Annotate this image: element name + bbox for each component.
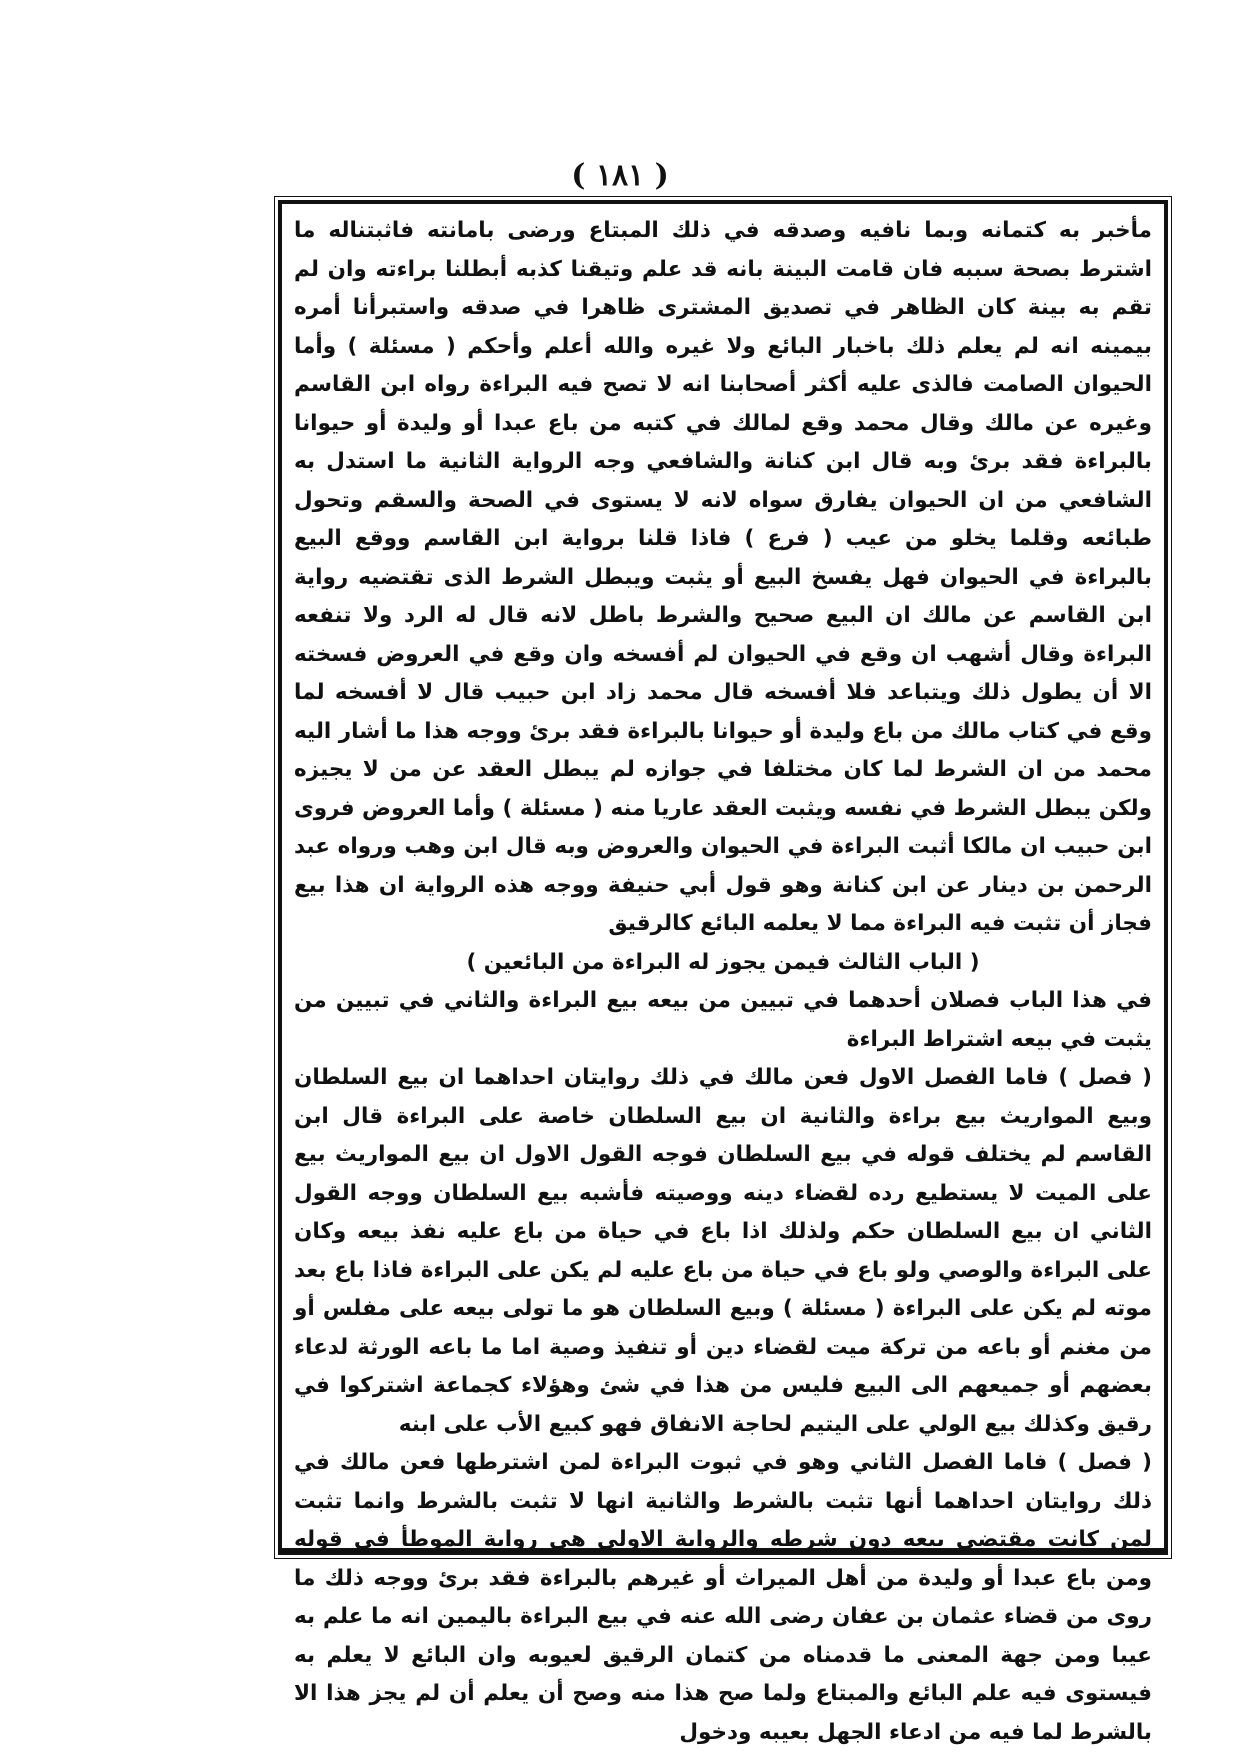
- text-frame: [278, 200, 1168, 1745]
- paragraph-4: ( فصل ) فاما الفصل الثاني وهو في ثبوت البراءة لمن اشترطها فعن مالك في ذلك روايتان احداهما أنها تثبت بالشرط والثانية انها لا تثبت بالشرط وانما تثبت لمن كانت مقتضى بيعه دون شرطه والرواية الاولى هي رواية الموطأ في قوله ومن باع عبدا أو وليدة من أهل الميراث أو غيرهم بالبراءة فقد برئ ووجه ذلك ما روى من قضاء عثمان بن عفان رضى الله عنه في بيع البراءة باليمين انه ما علم به عيبا ومن جهة المعنى ما قدمناه من كتمان الرقيق لعيوبه وان البائع لا يعلم به فيستوى فيه علم البائع والمبتاع ولما صح هذا منه وصح أن يعلم أن لم يجز هذا الا بالشرط لما فيه من ادعاء الجهل بعيبه ودخول: [294, 1450, 1152, 1745]
- page-number: ( ١٨١ ): [571, 158, 669, 193]
- paragraph-3: ( فصل ) فاما الفصل الاول فعن مالك في ذلك روايتان احداهما ان بيع السلطان وبيع المواريث بيع براءة والثانية ان بيع السلطان خاصة على البراءة قال ابن القاسم لم يختلف قوله في بيع السلطان فوجه القول الاول ان بيع المواريث بيع على الميت لا يستطيع رده لقضاء دينه ووصيته فأشبه بيع السلطان ووجه القول الثاني ان بيع السلطان حكم ولذلك اذا باع في حياة من باع عليه نفذ بيعه وكان على البراءة والوصي ولو باع في حياة من باع عليه لم يكن على البراءة فاذا باع بعد موته لم يكن على البراءة ( مسئلة ) وبيع السلطان هو ما تولى بيعه على مفلس أو من مغنم أو باعه من تركة ميت لقضاء دين أو تنفيذ وصية اما ما باعه الورثة لدعاء بعضهم أو جميعهم الى البيع فليس من هذا في شئ وهؤلاء كجماعة اشتركوا في رقيق وكذلك بيع الولي على اليتيم لحاجة الانفاق فهو كبيع الأب على ابنه: [294, 1065, 1152, 1437]
- chapter-heading: ( الباب الثالث فيمن يجوز له البراءة من البائعين ): [466, 949, 980, 975]
- paragraph-2: في هذا الباب فصلان أحدهما في تبيين من بيعه بيع البراءة والثاني في تبيين من يثبت في بيعه اشتراط البراءة: [294, 988, 1152, 1052]
- paragraph-1: مأخبر به كتمانه وبما نافيه وصدقه في ذلك المبتاع ورضى بامانته فاثبتناله ما اشترط بصحة سببه فان قامت البينة بانه قد علم وتيقنا كذبه أبطلنا براءته وان لم تقم به بينة كان الظاهر في تصديق المشترى ظاهرا في صدقه واستبرأنا أمره بيمينه انه لم يعلم ذلك باخبار البائع ولا غيره والله أعلم وأحكم ( مسئلة ) وأما الحيوان الصامت فالذى عليه أكثر أصحابنا انه لا تصح فيه البراءة رواه ابن القاسم وغيره عن مالك وقال محمد وقع لمالك في كتبه من باع عبدا أو وليدة أو حيوانا بالبراءة فقد برئ وبه قال ابن كنانة والشافعي وجه الرواية الثانية ما استدل به الشافعي من ان الحيوان يفارق سواه لانه لا يستوى في الصحة والسقم وتحول طبائعه وقلما يخلو من عيب ( فرع ) فاذا قلنا برواية ابن القاسم ووقع البيع بالبراءة في الحيوان فهل يفسخ البيع أو يثبت ويبطل الشرط الذى تقتضيه رواية ابن القاسم عن مالك ان البيع صحيح والشرط باطل لانه قال له الرد ولا تنفعه البراءة وقال أشهب ان وقع في الحيوان لم أفسخه وان وقع في العروض فسخته الا أن يطول ذلك ويتباعد فلا أفسخه قال محمد زاد ابن حبيب قال لا أفسخه لما وقع في كتاب مالك من باع وليدة أو حيوانا بالبراءة فقد برئ ووجه هذا ما أشار اليه محمد من ان الشرط لما كان مختلفا في جوازه لم يبطل العقد عن من لا يجيزه ولكن يبطل الشرط في نفسه ويثبت العقد عاريا منه ( مسئلة ) وأما العروض فروى ابن حبيب ان مالكا أثبت البراءة في الحيوان والعروض وبه قال ابن وهب ورواه عبد الرحمن بن دينار عن ابن كنانة وهو قول أبي حنيفة ووجه هذه الرواية ان هذا بيع فجاز أن تثبت فيه البراءة مما لا يعلمه البائع كالرقيق: [294, 218, 1152, 936]
- page-body: [282, 204, 1164, 1752]
